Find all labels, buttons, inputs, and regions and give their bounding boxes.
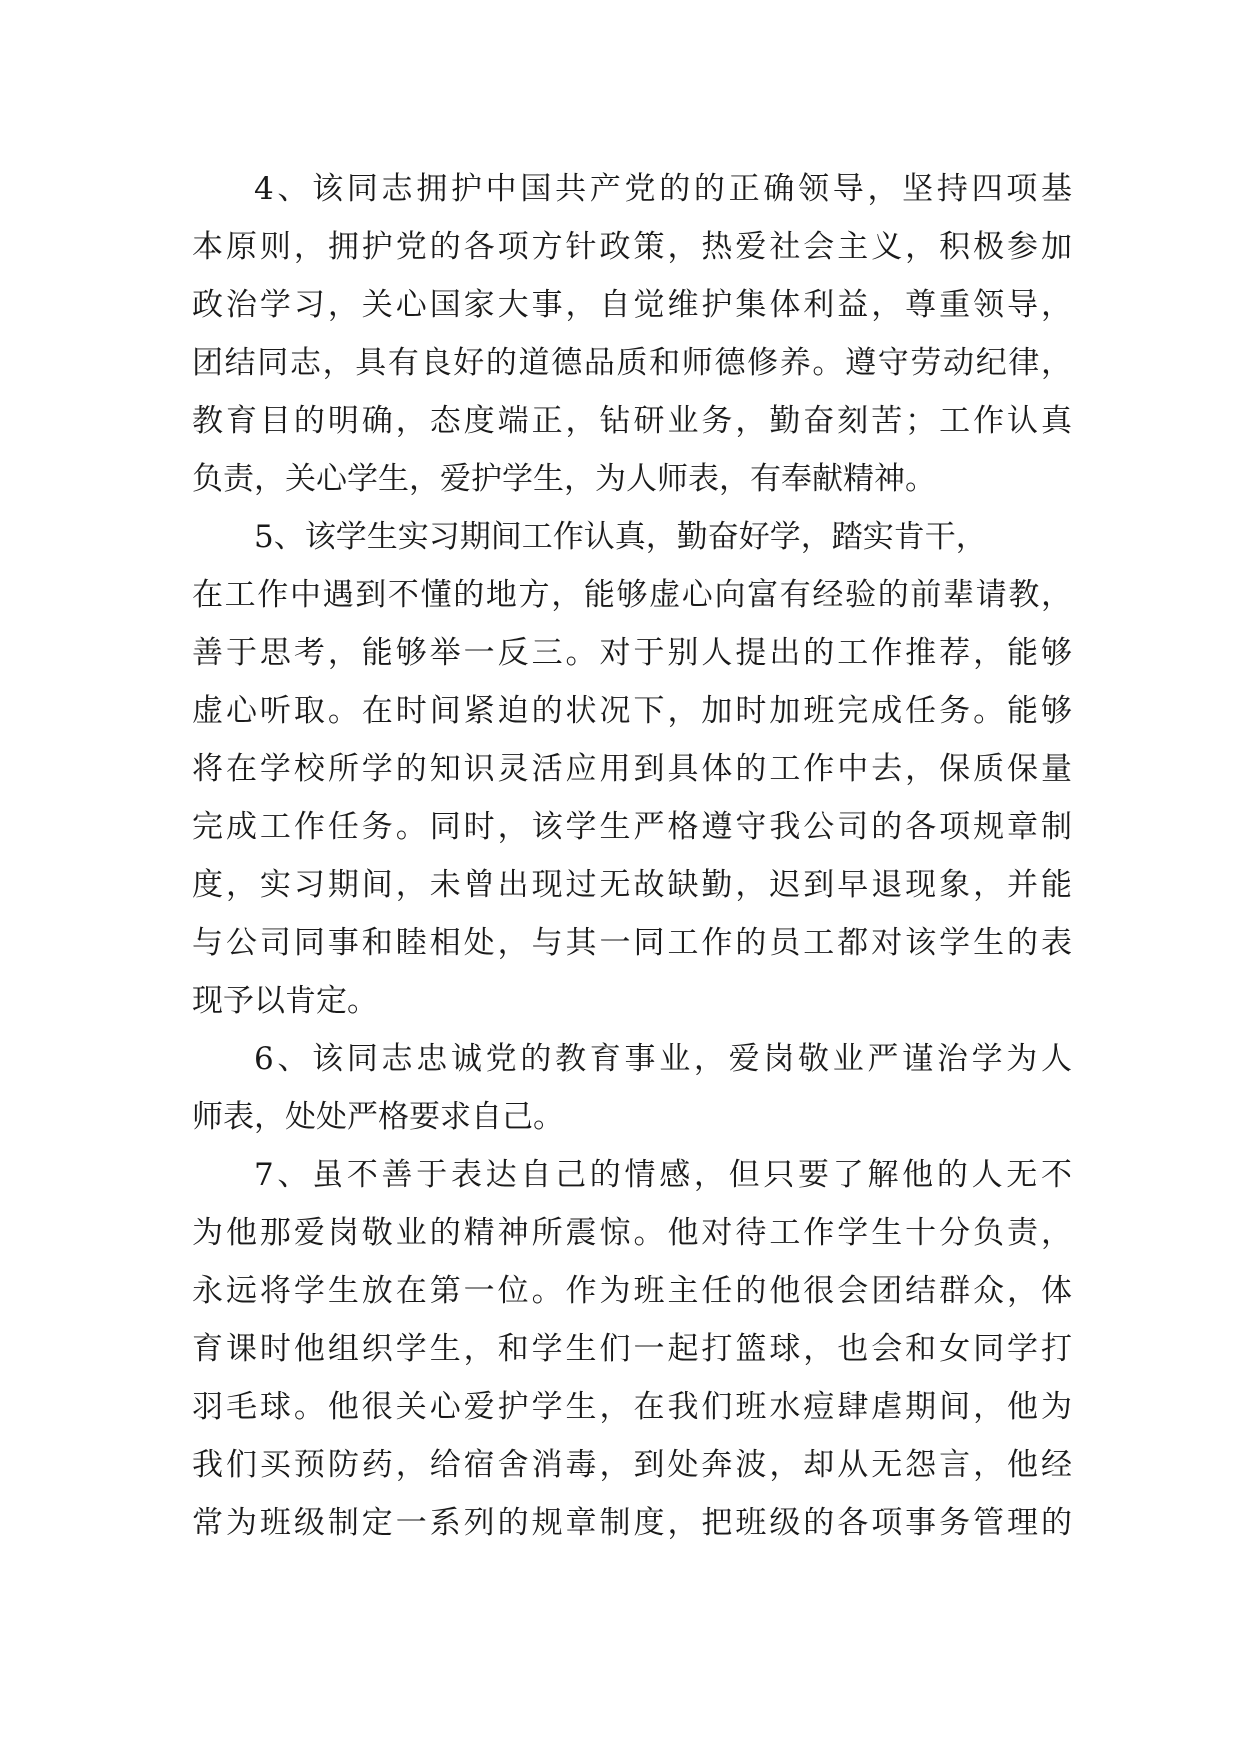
text-line: 5、该学生实习期间工作认真，勤奋好学，踏实肯干，	[254, 519, 987, 555]
text-line: 育课时他组织学生，和学生们一起打篮球，也会和女同学打	[192, 1331, 1072, 1367]
paragraph-6	[192, 1030, 1072, 1146]
text-line: 永远将学生放在第一位。作为班主任的他很会团结群众，体	[192, 1273, 1072, 1309]
text-line: 为他那爱岗敬业的精神所震惊。他对待工作学生十分负责，	[192, 1215, 1072, 1251]
text-line: 团结同志，具有良好的道德品质和师德修养。遵守劳动纪律，	[192, 345, 1072, 381]
text-line: 善于思考，能够举一反三。对于别人提出的工作推荐，能够	[192, 635, 1072, 671]
text-line: 将在学校所学的知识灵活应用到具体的工作中去，保质保量	[192, 751, 1072, 787]
text-line: 7、虽不善于表达自己的情感，但只要了解他的人无不	[254, 1157, 1072, 1193]
text-line: 师表，处处严格要求自己。	[192, 1099, 564, 1135]
paragraph-4	[192, 160, 1072, 508]
text-line: 度，实习期间，未曾出现过无故缺勤，迟到早退现象，并能	[192, 867, 1072, 903]
text-line: 政治学习，关心国家大事，自觉维护集体利益，尊重领导，	[192, 287, 1072, 323]
paragraph-5	[192, 508, 1072, 1030]
text-line: 6、该同志忠诚党的教育事业，爱岗敬业严谨治学为人	[254, 1041, 1072, 1077]
text-line: 我们买预防药，给宿舍消毒，到处奔波，却从无怨言，他经	[192, 1447, 1072, 1483]
text-line: 本原则，拥护党的各项方针政策，热爱社会主义，积极参加	[192, 229, 1072, 265]
text-line: 4、该同志拥护中国共产党的的正确领导，坚持四项基	[254, 171, 1072, 207]
text-line: 与公司同事和睦相处，与其一同工作的员工都对该学生的表	[192, 925, 1072, 961]
text-line: 虚心听取。在时间紧迫的状况下，加时加班完成任务。能够	[192, 693, 1072, 729]
text-line: 教育目的明确，态度端正，钻研业务，勤奋刻苦；工作认真	[192, 403, 1072, 439]
text-line: 羽毛球。他很关心爱护学生，在我们班水痘肆虐期间，他为	[192, 1389, 1072, 1425]
text-line: 完成工作任务。同时，该学生严格遵守我公司的各项规章制	[192, 809, 1072, 845]
paragraph-7	[192, 1146, 1072, 1552]
text-line: 常为班级制定一系列的规章制度，把班级的各项事务管理的	[192, 1505, 1072, 1541]
text-line: 在工作中遇到不懂的地方，能够虚心向富有经验的前辈请教，	[192, 577, 1072, 613]
document-body	[192, 160, 1072, 1552]
text-line: 负责，关心学生，爱护学生，为人师表，有奉献精神。	[192, 461, 936, 497]
text-line: 现予以肯定。	[192, 983, 378, 1019]
